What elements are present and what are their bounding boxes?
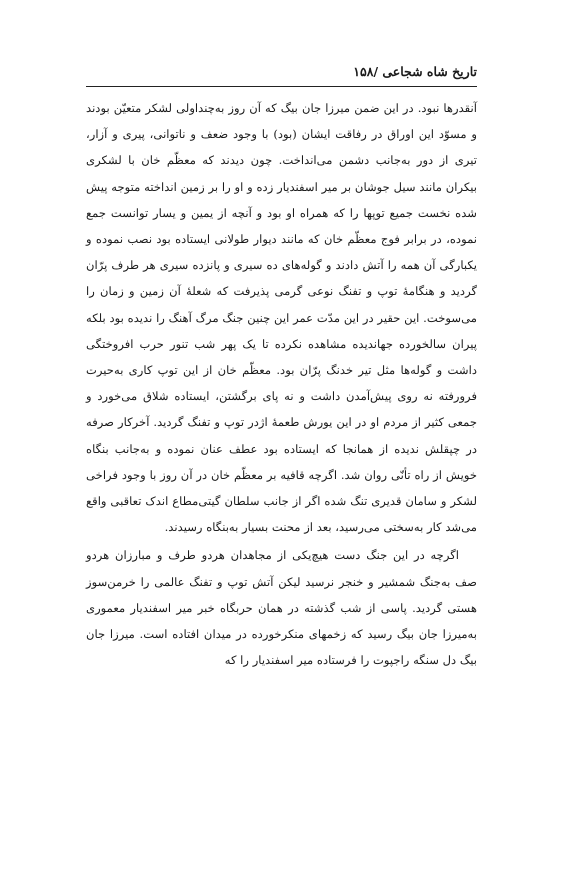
- body-text: [86, 95, 477, 673]
- paragraph-2: اگرچه در این جنگ دست هیچ‌یکی از مجاهدان هردو طرف و مبارزان هردو صف به‌جنگ شمشیر و خنجر نرسید لیکن آتش توپ و تفنگ عالمی را خرمن‌سوز هستی گردید. پاسی از شب گذشته در همان حربگاه خبر میر اسفندیار معموری به‌میرزا جان بیگ رسید که زخمهای منکرخورده در میدان افتاده است. میرزا جان بیگ دل سنگه راجپوت را فرستاده میر اسفندیار را که: [86, 548, 477, 668]
- header-divider: [86, 86, 477, 87]
- paragraph-1: آنقدرها نبود. در این ضمن میرزا جان بیگ که آن روز به‌چنداولی لشکر متعیّن بودند و مسوّد این اوراق در رفاقت ایشان (بود) با وجود ضعف و ناتوانی، پیری و آزار، تیری از دور به‌جانب دشمن می‌انداخت. چون دیدند که معظّم خان با لشکری بیکران مانند سیل جوشان بر میر اسفندیار زده و او را بر زمین انداخته متوجه پیش شده نخست جمیع توپها را که همراه او بود و آنچه از یمین و یسار توانست جمع نموده، در برابر فوج معظّم خان که مانند دیوار طولانی ایستاده بود نصب نموده و یکبارگی آن همه را آتش دادند و گوله‌های ده سیری و پانزده سیری هر طرف پرّان گردید و هنگامهٔ توپ و تفنگ نوعی گرمی پذیرفت که شعلهٔ آن زمین و زمان را می‌سوخت. این حقیر در این مدّت عمر این چنین جنگ مرگ آهنگ را ندیده بود بلکه پیران سالخورده جهاندیده مشاهده نکرده تا یک پهر شب تنور حرب افروختگی داشت و گوله‌ها مثل تیر خدنگ پرّان بود. معظّم خان از این توپ کاری به‌حیرت فرورفته نه روی پیش‌آمدن داشت و نه پای برگشتن، ایستاده شلاق می‌خورد و جمعی کثیر از مردم او در این یورش طعمهٔ اژدر توپ و تفنگ گردید. آخرکار صرفه در چپقلش ندیده از همانجا که ایستاده بود عطف عنان نموده و به‌جانب بنگاه خویش از راه تأنّی روان شد. اگرچه قافیه بر معظّم خان در آن روز با وجود فراخی لشکر و سامان قدیری تنگ شده اگر از جانب سلطان گیتی‌مطاع اندک تعاقبی واقع می‌شد کار به‌سختی می‌رسید، بعد از محنت بسیار به‌بنگاه رسیدند.: [86, 101, 477, 535]
- running-header: تاریخ شاه شجاعی /۱۵۸: [353, 64, 477, 79]
